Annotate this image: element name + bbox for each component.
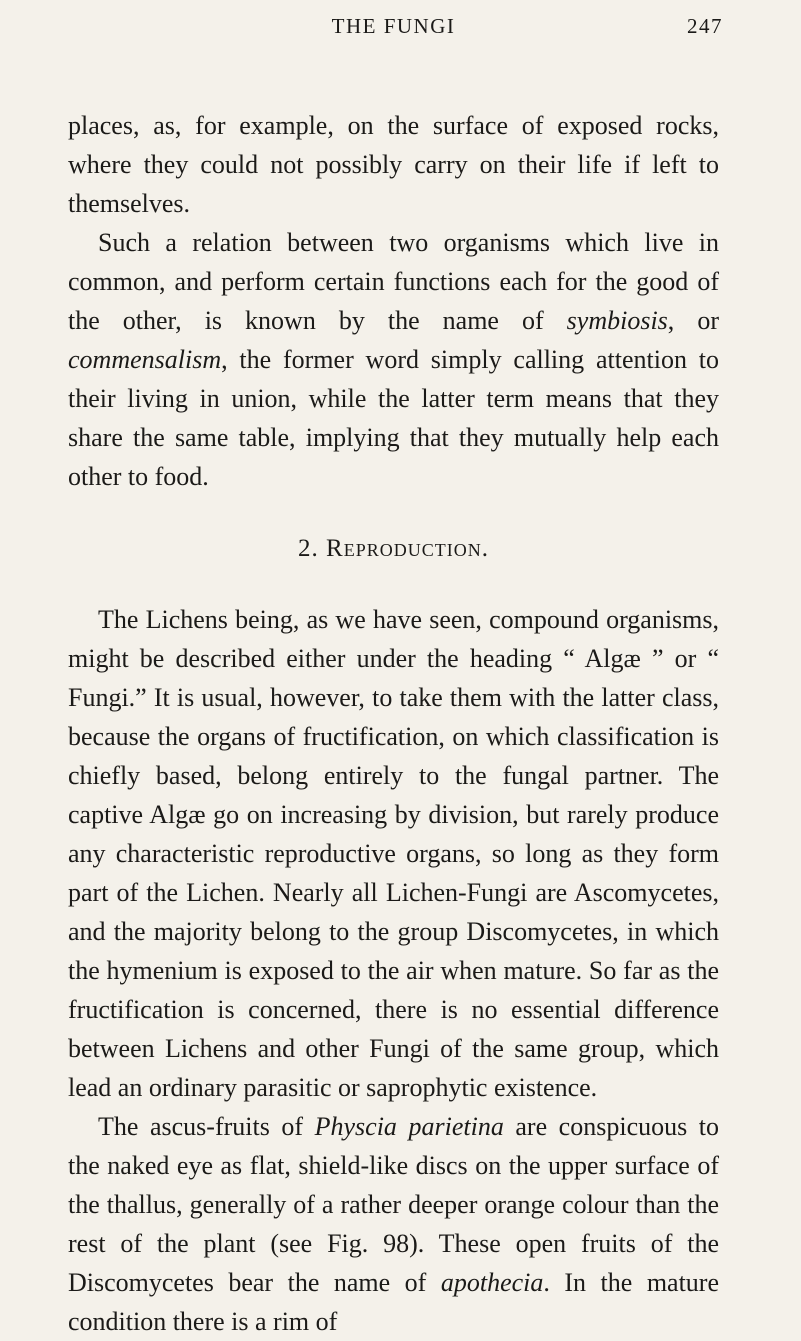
section-number: 2. — [298, 535, 319, 562]
term-apothecia: apothecia — [440, 1268, 544, 1297]
body-text — [68, 106, 719, 1341]
paragraph-reproduction: The Lichens being, as we have seen, compound organisms, might be described either under the heading “ Algæ ” or “ Fungi.” It is usual, however, to take them with the latter class, because the organs of fructification, on which classification is chiefly based, belong entirely to the fungal partner. The captive Algæ go on increasing by division, but rarely produce any characteristic reproductive organs, so long as they form part of the Lichen. Nearly all Lichen-Fungi are Ascomycetes, and the majority belong to the group Discomycetes, in which the hymenium is exposed to the air when mature. So far as the fructification is concerned, there is no essential difference between Lichens and other Fungi of the same group, which lead an ordinary parasitic or saprophytic existence. — [68, 605, 719, 1102]
running-title: THE FUNGI — [331, 14, 456, 38]
running-head — [68, 0, 723, 54]
paragraph-ascus-fruits — [68, 1107, 719, 1341]
paragraph-continuation: places, as, for example, on the surface of exposed rocks, where they could not possibly carry on their life if left to themselves. — [68, 111, 719, 218]
text-run: Such a relation between two organisms which live in common, and perform certain functions each for the good of the other, is known by the name of — [68, 228, 719, 335]
paragraph-symbiosis — [68, 223, 719, 496]
text-run: . In the mature condition there is a rim of — [68, 1268, 719, 1336]
term-commensalism: commensalism — [68, 345, 222, 374]
text-run: , or — [667, 306, 719, 335]
section-title: Reproduction. — [326, 535, 489, 562]
term-symbiosis: symbiosis — [566, 306, 668, 335]
section-heading — [68, 529, 719, 568]
text-run: The ascus-fruits of — [98, 1112, 315, 1141]
text-run: are conspicuous to the naked eye as flat, shield-like discs on the upper surface of the thallus, generally of a rather deeper orange colour than the rest of the plant (see Fig. 98). These open fruits of the Discomycetes bear the name of — [68, 1112, 720, 1297]
term-physcia-parietina: Physcia parietina — [314, 1112, 504, 1141]
text-run: , the former word simply calling attention to their living in union, while the latter term means that they share the same table, implying that they mutually help each other to food. — [68, 345, 719, 491]
page-number: 247 — [687, 14, 723, 38]
